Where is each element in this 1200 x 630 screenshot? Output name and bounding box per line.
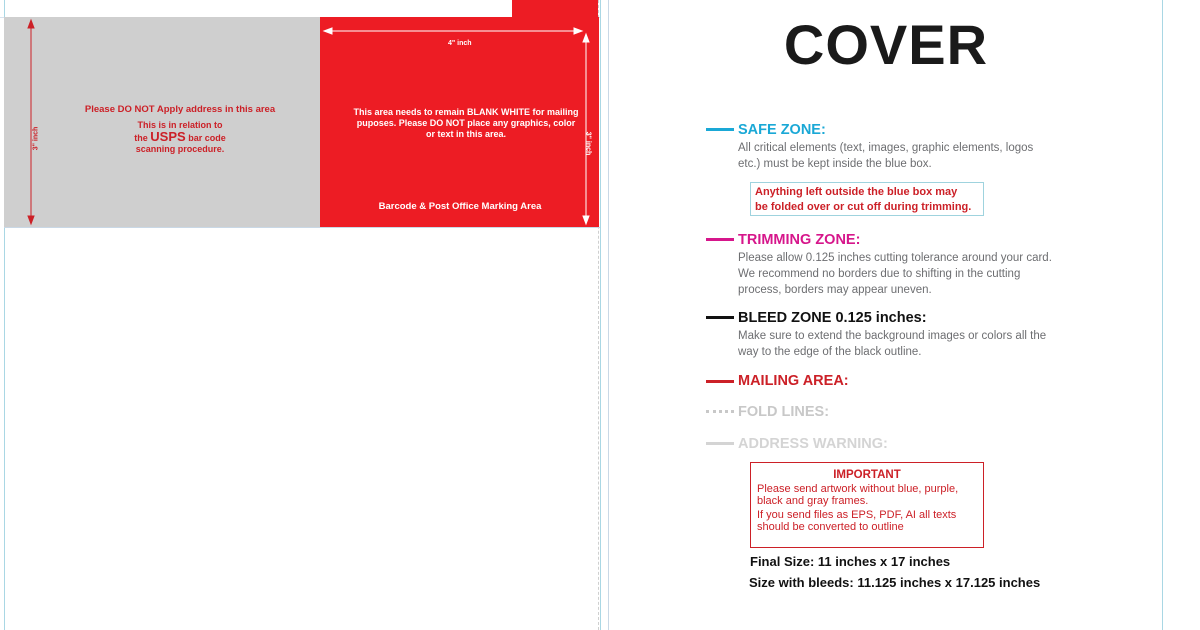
usps-line-1: This is in relation to <box>137 120 223 130</box>
safe-zone-swatch <box>706 128 734 131</box>
trimming-zone-title: TRIMMING ZONE: <box>738 232 861 248</box>
mailing-area-title: MAILING AREA: <box>738 373 849 389</box>
usps-the: the <box>134 133 148 143</box>
trimming-zone-swatch <box>706 238 734 241</box>
blank-white-note: This area needs to remain BLANK WHITE for mailing puposes. Please DO NOT place any graphics, color or text in this area. <box>353 107 579 139</box>
fold-lines-title: FOLD LINES: <box>738 404 830 420</box>
safe-zone-line-1: All critical elements (text, images, graphic elements, logos <box>738 142 1034 154</box>
usps-line-2 <box>60 131 300 144</box>
usps-brand: USPS <box>150 129 186 144</box>
safe-zone-warning-line-2: be folded over or cut off during trimming. <box>755 201 972 213</box>
important-line-4: should be converted to outline <box>757 521 904 533</box>
usps-suffix: bar code <box>188 133 226 143</box>
panel-edge-line <box>608 0 609 630</box>
top-width-arrow <box>324 28 582 34</box>
safe-zone-line-2: etc.) must be kept inside the blue box. <box>738 158 932 170</box>
trimming-zone-line-3: process, borders may appear uneven. <box>738 284 932 296</box>
top-width-label: 4" inch <box>448 40 472 47</box>
bleed-zone-swatch <box>706 316 734 319</box>
page-title: COVER <box>783 13 989 76</box>
left-height-arrow <box>28 20 34 224</box>
bleed-zone-line-1: Make sure to extend the background images or colors all the <box>738 330 1047 342</box>
bleed-size-text: Size with bleeds: 11.125 inches x 17.125 inches <box>749 575 1041 590</box>
safe-zone-title: SAFE ZONE: <box>738 122 826 138</box>
trimming-zone-line-2: We recommend no borders due to shifting in the cutting <box>738 268 1021 280</box>
usps-note <box>60 120 300 155</box>
far-right-guide-line <box>1162 0 1163 630</box>
important-title: IMPORTANT <box>833 469 901 481</box>
trimming-zone-description <box>738 250 1078 298</box>
safe-zone-description <box>738 140 1078 172</box>
important-line-2: black and gray frames. <box>757 495 869 507</box>
trimming-zone-line-1: Please allow 0.125 inches cutting tolerance around your card. <box>738 252 1052 264</box>
address-warning-text: Please DO NOT Apply address in this area <box>84 104 276 115</box>
fold-lines-swatch <box>706 410 734 413</box>
bleed-zone-line-2: way to the edge of the black outline. <box>738 346 922 358</box>
safe-zone-warning-line-1: Anything left outside the blue box may <box>755 186 958 198</box>
bleed-zone-description <box>738 328 1078 360</box>
bleed-zone-title: BLEED ZONE 0.125 inches: <box>738 310 927 326</box>
right-height-label: 3" inch <box>584 131 592 156</box>
barcode-area-label: Barcode & Post Office Marking Area <box>378 201 542 212</box>
safe-zone-warning <box>750 182 984 216</box>
final-size-text: Final Size: 11 inches x 17 inches <box>750 554 951 569</box>
important-line-1: Please send artwork without blue, purple, <box>757 483 959 495</box>
address-warning-swatch <box>706 442 734 445</box>
mailing-area-swatch <box>706 380 734 383</box>
important-line-3: If you send files as EPS, PDF, AI all texts <box>757 509 957 521</box>
important-notice <box>750 462 984 548</box>
right-height-arrow <box>583 34 592 224</box>
left-height-label: 3" inch <box>32 126 40 151</box>
usps-line-3: scanning procedure. <box>135 144 225 154</box>
right-guide-line <box>600 0 601 630</box>
address-warning-title: ADDRESS WARNING: <box>738 436 888 452</box>
